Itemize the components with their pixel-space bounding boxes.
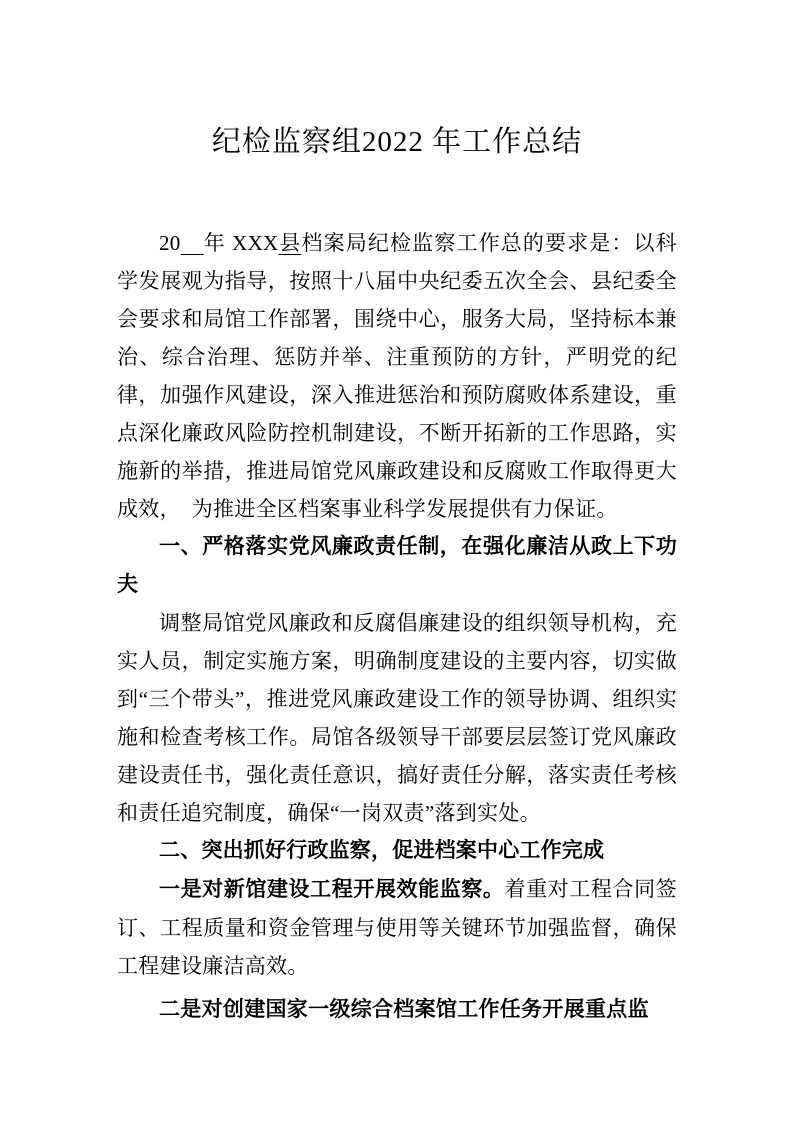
section-heading xyxy=(117,528,677,604)
section-heading xyxy=(117,832,677,870)
document-body xyxy=(117,120,677,1029)
bold-text-run: 一、严格落实党风廉政责任制，在强化廉洁从政上下功夫 xyxy=(117,535,677,596)
text-run: 纪检监察组2022 年工作总结 xyxy=(211,126,583,158)
text-run: 年 XXX xyxy=(203,231,279,255)
underlined-text-run xyxy=(181,231,204,255)
paragraph xyxy=(117,604,677,832)
underlined-text-run: 县 xyxy=(278,231,302,255)
text-run: 档案局纪检监察工作总的要求是：以科学发展观为指导，按照十八届中央纪委五次全会、县纪委全会要求和局馆工作部署，围绕中心，服务大局，坚持标本兼治、综合治理、惩防并举、注重预防的方针，严明党的纪律，加强作风建设，深入推进惩治和预防腐败体系建设，重点深化廉政风险防控机制建设，不断开拓新的工作思路，实施新的举措，推进局馆党风廉政建设和反腐败工作取得更大成效， 为推进全区档案事业科学发展提供有力保证。 xyxy=(117,231,677,521)
paragraph xyxy=(117,870,677,985)
text-run: 着重对工程合同签订、工程质量和资金管理与使用等关键环节加强监督，确保工程建设廉洁高效。 xyxy=(117,877,677,978)
document-title xyxy=(117,120,677,164)
bold-text-run: 二、突出抓好行政监察，促进档案中心工作完成 xyxy=(159,839,605,862)
paragraph xyxy=(117,224,677,528)
text-run: 调整局馆党风廉政和反腐倡廉建设的组织领导机构，充实人员，制定实施方案，明确制度建设的主要内容，切实做到“三个带头”，推进党风廉政建设工作的领导协调、组织实施和检查考核工作。局馆各级领导干部要层层签订党风廉政建设责任书，强化责任意识，搞好责任分解，落实责任考核和责任追究制度，确保“一岗双责”落到实处。 xyxy=(117,611,677,825)
paragraph xyxy=(117,990,677,1029)
bold-text-run: 一是对新馆建设工程开展效能监察。 xyxy=(159,878,505,901)
bold-text-run: 二是对创建国家一级综合档案馆工作任务开展重点监 xyxy=(159,998,649,1021)
text-run: 20 xyxy=(159,231,181,255)
